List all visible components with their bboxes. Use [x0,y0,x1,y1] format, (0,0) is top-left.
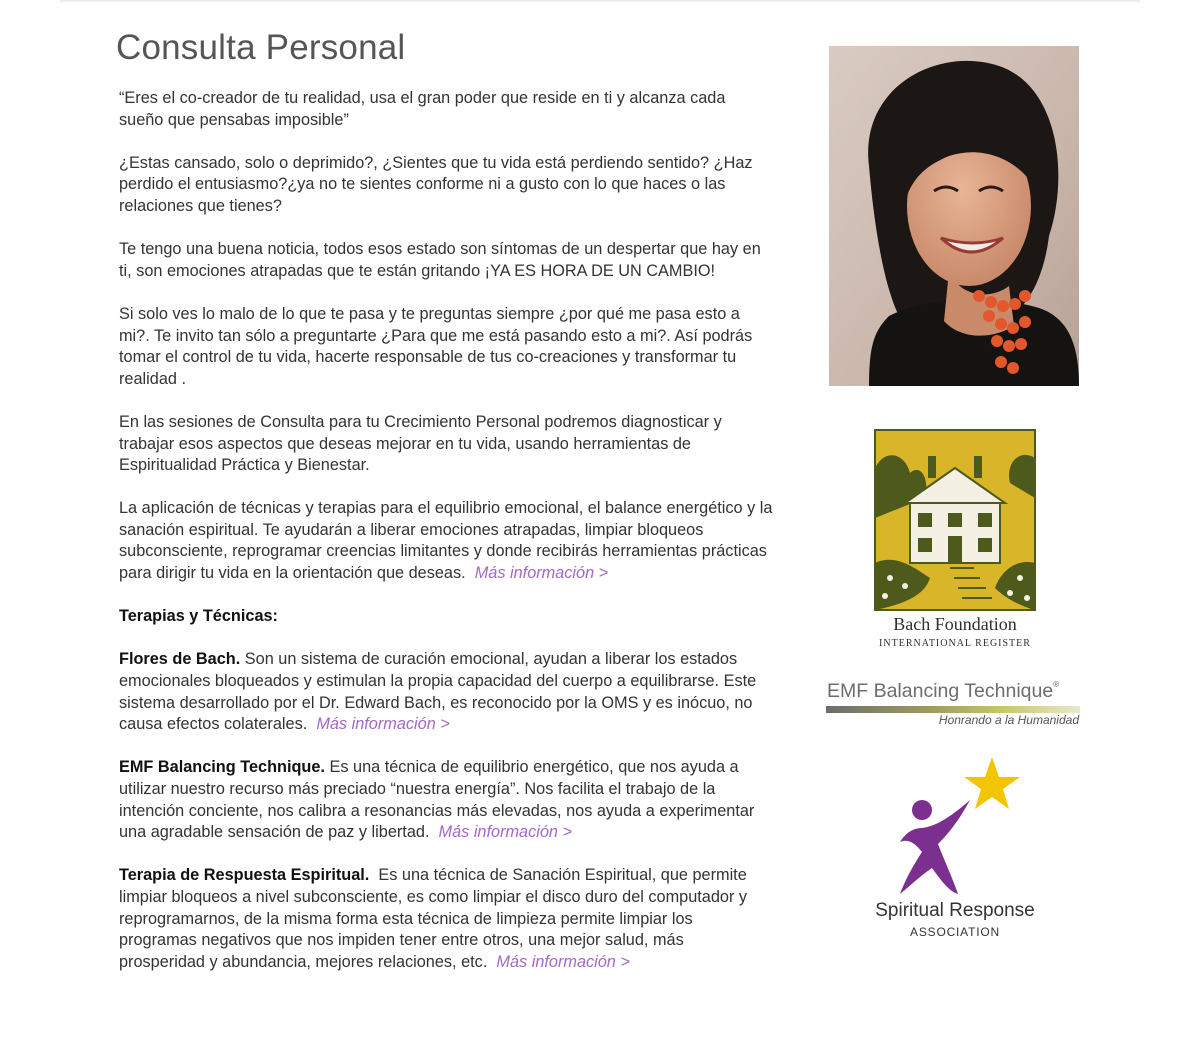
therapy-srt [119,865,774,973]
therapy-bach-text: Son un sistema de curación emocional, ayudan a liberar los estados emocionales bloqueados y estimulan la propia capacidad del cuerpo a equilibrarse. Este sistema desarrollado por el Dr. Edward Bach, es reconocido por la OMS y es inócuo, no causa efectos colaterales. [119,650,757,734]
emf-logo-title [827,680,1059,703]
emf-logo-name: EMF Balancing Technique [827,680,1054,702]
therapy-emf-name: EMF Balancing Technique. [119,758,325,777]
top-shadow [60,0,1140,3]
therapy-bach [119,649,774,735]
therapy-emf-text: Es una técnica de equilibrio energético, que nos ayuda a utilizar nuestro recurso más preciado “nuestra energía”. Nos facilita el trabajo de la intención conciente, nos calibra a resonancias más elevadas, nos ayuda a experimentar una agradable sensación de paz y libertad. [119,758,755,842]
srt-logo-sub: ASSOCIATION [910,925,1000,939]
intro-quote: “Eres el co-creador de tu realidad, usa el gran poder que reside en ti y alcanza cada sueño que pensabas imposible” [119,89,726,129]
page-title: Consulta Personal [116,28,406,67]
srt-figure-star-icon [850,752,1060,897]
paragraph-4: En las sesiones de Consulta para tu Crecimiento Personal podremos diagnosticar y trabajar esos aspectos que deseas mejorar en tu vida, usando herramientas de Espiritualidad Práctica y Bienestar. [119,412,722,475]
bach-foundation-logo[interactable] [870,428,1040,654]
main-content [119,88,774,995]
paragraph-5-text: La aplicación de técnicas y terapias para el equilibrio emocional, el balance energético y la sanación espiritual. Te ayudarán a liberar emociones atrapadas, limpiar bloqueos subconsciente, reprogramar creencias limitantes y donde recibirás herramientas prácticas para dirigir tu vida en la orientación que deseas. [119,499,773,583]
paragraph-1: ¿Estas cansado, solo o deprimido?, ¿Sientes que tu vida está perdiendo sentido? ¿Haz perdido el entusiasmo?¿ya no te sientes conforme ni a gusto con lo que haces o las relaciones que tienes? [119,153,753,215]
paragraph-5 [119,498,774,584]
spiritual-response-logo[interactable] [850,752,1060,942]
emf-logo-tagline: Honrando a la Humanidad [938,713,1079,727]
therapy-srt-text: Es una técnica de Sanación Espiritual, que permite limpiar bloqueos a nivel subconsciente, es como limpiar el disco duro del computador y reprogramarnos, de la misma forma esta técnica de limpieza permite limpiar los programas negativos que nos impiden tener entre otros, una mejor salud, más prosperidad y abundancia, mejores relaciones, etc. [119,866,748,971]
portrait-photo [829,46,1079,386]
bach-logo-sub: INTERNATIONAL REGISTER [879,638,1031,649]
bach-cottage-icon [870,428,1040,654]
therapy-bach-name: Flores de Bach. [119,650,241,669]
more-info-link-bach[interactable]: Más información > [316,715,450,734]
therapy-emf [119,757,774,843]
srt-logo-name: Spiritual Response [875,900,1035,921]
paragraph-3: Si solo ves lo malo de lo que te pasa y te preguntas siempre ¿por qué me pasa esto a mi?. Te invito tan sólo a preguntarte ¿Para que me está pasando esto a mi?. Así podrás tomar el control de tu vida, hacerte responsable de tus co-creaciones y transformar tu realidad . [119,304,753,388]
therapies-heading-text: Terapias y Técnicas: [119,607,278,626]
emf-logo-underline [826,706,1080,713]
more-info-link-emf[interactable]: Más información > [438,823,573,842]
emf-logo-reg: ® [1053,680,1060,689]
paragraph-2: Te tengo una buena noticia, todos esos estado son síntomas de un despertar que hay en ti, son emociones atrapadas que te están gritando ¡YA ES HORA DE UN CAMBIO! [119,240,761,280]
more-info-link-general[interactable]: Más información > [474,564,609,583]
more-info-link-srt[interactable]: Más información > [496,952,630,971]
emf-balancing-logo[interactable] [826,676,1082,732]
portrait-illustration [829,46,1079,386]
bach-logo-name: Bach Foundation [893,614,1017,634]
therapy-srt-name: Terapia de Respuesta Espiritual. [119,866,370,885]
therapies-heading [119,606,774,628]
